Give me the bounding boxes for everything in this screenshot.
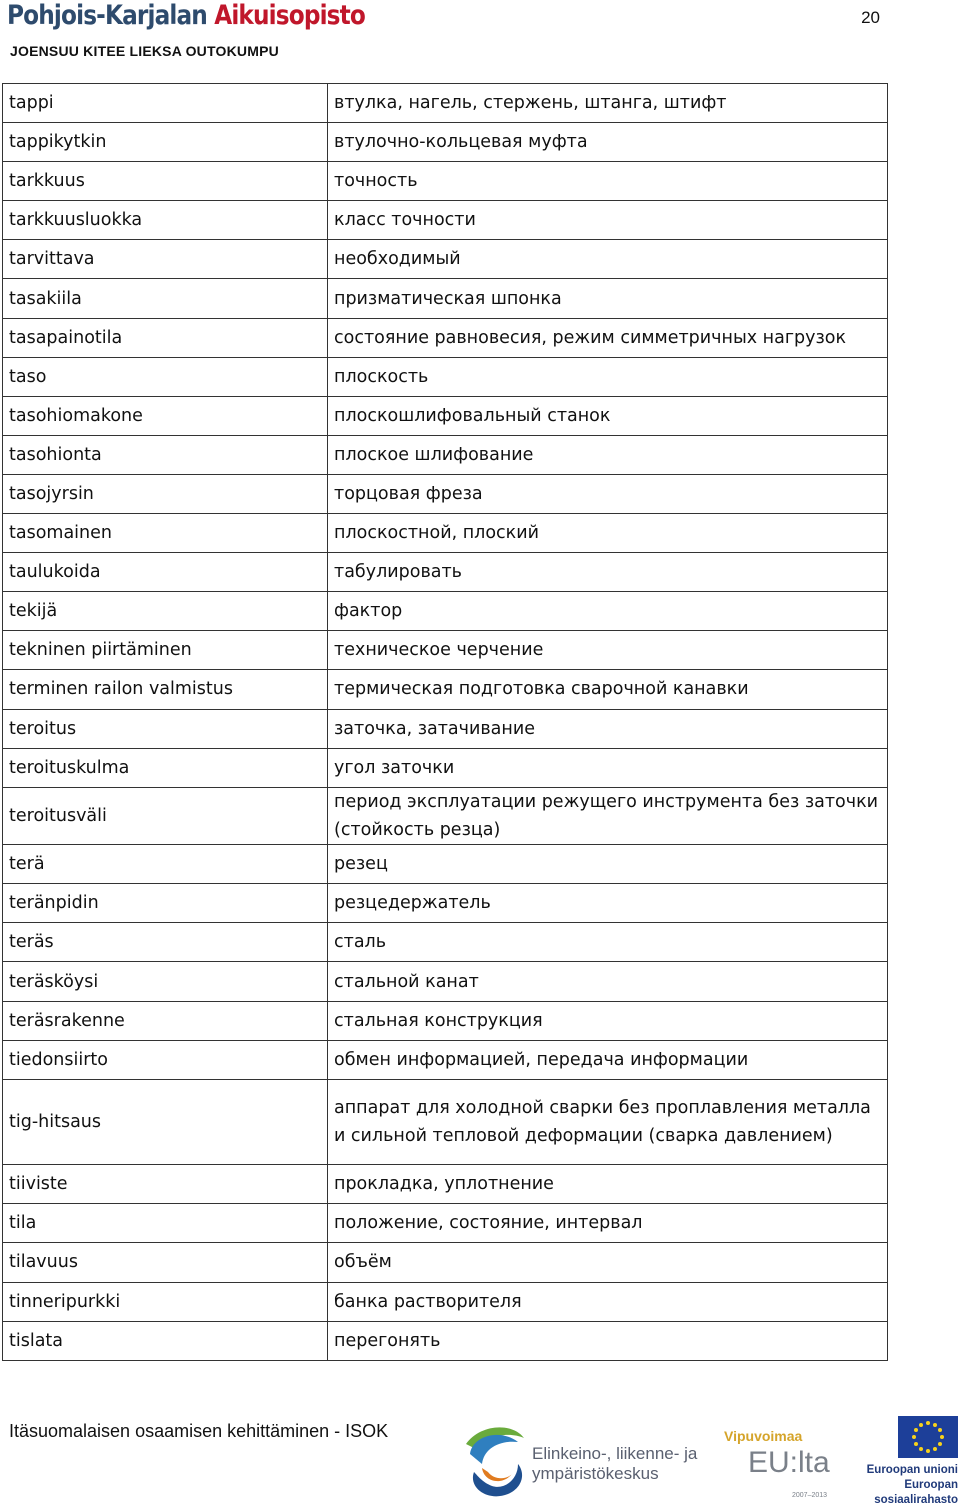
brand-name-part2: Aikuisopisto [214, 0, 365, 31]
table-row [3, 884, 888, 923]
russian-translation: фактор [328, 592, 888, 631]
ely-centre-name [532, 1444, 697, 1484]
russian-translation: плоское шлифование [328, 435, 888, 474]
finnish-term: tarvittava [3, 240, 328, 279]
finnish-term: tappi [3, 84, 328, 123]
finnish-term: terminen railon valmistus [3, 670, 328, 709]
finnish-term: teroituskulma [3, 748, 328, 787]
table-row [3, 748, 888, 787]
russian-translation: угол заточки [328, 748, 888, 787]
russian-translation: сталь [328, 923, 888, 962]
project-name: Itäsuomalaisen osaamisen kehittäminen - ISOK [9, 1421, 389, 1441]
russian-translation: аппарат для холодной сварки без проплавления металла и сильной тепловой деформации (сварка давлением) [328, 1079, 888, 1165]
russian-translation: прокладка, уплотнение [328, 1165, 888, 1204]
russian-translation: плоскошлифовальный станок [328, 396, 888, 435]
table-row [3, 514, 888, 553]
eu-line1: Euroopan unioni [866, 1464, 958, 1476]
table-row [3, 553, 888, 592]
page-header [0, 0, 960, 70]
finnish-term: tasojyrsin [3, 474, 328, 513]
russian-translation: техническое черчение [328, 631, 888, 670]
table-row [3, 357, 888, 396]
finnish-term: tarkkuusluokka [3, 201, 328, 240]
brand-logo-text [7, 0, 365, 31]
finnish-term: taulukoida [3, 553, 328, 592]
table-row [3, 84, 888, 123]
finnish-term: tekijä [3, 592, 328, 631]
finnish-term: teräsrakenne [3, 1001, 328, 1040]
finnish-term: taso [3, 357, 328, 396]
finnish-term: tilavuus [3, 1243, 328, 1282]
vipu-title: Vipuvoimaa [724, 1428, 803, 1444]
finnish-term: teränpidin [3, 884, 328, 923]
russian-translation: втулка, нагель, стержень, штанга, штифт [328, 84, 888, 123]
finnish-term: tinneripurkki [3, 1282, 328, 1321]
table-row [3, 240, 888, 279]
table-row [3, 592, 888, 631]
finnish-term: tiedonsiirto [3, 1040, 328, 1079]
russian-translation: табулировать [328, 553, 888, 592]
finnish-term: tasakiila [3, 279, 328, 318]
finnish-term: tappikytkin [3, 123, 328, 162]
table-row [3, 1001, 888, 1040]
table-row [3, 435, 888, 474]
brand-name-part1: Pohjois-Karjalan [7, 0, 207, 31]
eu-line2: Euroopan sosiaalirahasto [874, 1479, 958, 1506]
finnish-term: tarkkuus [3, 162, 328, 201]
russian-translation: резцедержатель [328, 884, 888, 923]
finnish-term: teräs [3, 923, 328, 962]
russian-translation: перегонять [328, 1321, 888, 1360]
table-row [3, 631, 888, 670]
table-row [3, 845, 888, 884]
finnish-term: teroitusväli [3, 787, 328, 845]
russian-translation: призматическая шпонка [328, 279, 888, 318]
finnish-term: tekninen piirtäminen [3, 631, 328, 670]
table-row [3, 709, 888, 748]
russian-translation: объём [328, 1243, 888, 1282]
ely-swoosh-icon [460, 1424, 530, 1500]
finnish-term: tasohionta [3, 435, 328, 474]
russian-translation: обмен информацией, передача информации [328, 1040, 888, 1079]
table-row [3, 1079, 888, 1165]
russian-translation: плоскостной, плоский [328, 514, 888, 553]
table-row [3, 670, 888, 709]
eu-logo [832, 1416, 960, 1506]
page-number: 20 [861, 8, 880, 27]
russian-translation: состояние равновесия, режим симметричных нагрузок [328, 318, 888, 357]
russian-translation: торцовая фреза [328, 474, 888, 513]
glossary-body [3, 84, 888, 1361]
table-row [3, 279, 888, 318]
table-row [3, 474, 888, 513]
table-row [3, 162, 888, 201]
table-row [3, 1282, 888, 1321]
russian-translation: плоскость [328, 357, 888, 396]
finnish-term: tig-hitsaus [3, 1079, 328, 1165]
russian-translation: точность [328, 162, 888, 201]
vipuvoimaa-logo [722, 1424, 832, 1504]
table-row [3, 1321, 888, 1360]
table-row [3, 123, 888, 162]
russian-translation: банка растворителя [328, 1282, 888, 1321]
ely-centre-logo [460, 1424, 710, 1500]
locations-subtitle: JOENSUU KITEE LIEKSA OUTOKUMPU [10, 43, 279, 59]
table-row [3, 201, 888, 240]
finnish-term: tasapainotila [3, 318, 328, 357]
glossary-table [2, 83, 888, 1361]
russian-translation: стальной канат [328, 962, 888, 1001]
finnish-term: teräsköysi [3, 962, 328, 1001]
table-row [3, 1243, 888, 1282]
table-row [3, 1040, 888, 1079]
finnish-term: terä [3, 845, 328, 884]
finnish-term: tasohiomakone [3, 396, 328, 435]
eu-text [834, 1463, 958, 1507]
eu-flag-icon [898, 1416, 958, 1458]
finnish-term: tislata [3, 1321, 328, 1360]
ely-line2: ympäristökeskus [532, 1464, 659, 1483]
russian-translation: стальная конструкция [328, 1001, 888, 1040]
vipu-years: 2007–2013 [792, 1492, 828, 1499]
table-row [3, 318, 888, 357]
russian-translation: термическая подготовка сварочной канавки [328, 670, 888, 709]
table-row [3, 1204, 888, 1243]
table-row [3, 962, 888, 1001]
russian-translation: положение, состояние, интервал [328, 1204, 888, 1243]
ely-line1: Elinkeino-, liikenne- ja [532, 1444, 698, 1463]
table-row [3, 923, 888, 962]
finnish-term: tila [3, 1204, 328, 1243]
finnish-term: teroitus [3, 709, 328, 748]
russian-translation: необходимый [328, 240, 888, 279]
russian-translation: класс точности [328, 201, 888, 240]
russian-translation: период эксплуатации режущего инструмента без заточки (стойкость резца) [328, 787, 888, 845]
russian-translation: втулочно-кольцевая муфта [328, 123, 888, 162]
table-row [3, 396, 888, 435]
table-row [3, 787, 888, 845]
table-row [3, 1165, 888, 1204]
vipu-eu-text: EU:lta [748, 1446, 830, 1479]
russian-translation: заточка, затачивание [328, 709, 888, 748]
russian-translation: резец [328, 845, 888, 884]
finnish-term: tasomainen [3, 514, 328, 553]
finnish-term: tiiviste [3, 1165, 328, 1204]
